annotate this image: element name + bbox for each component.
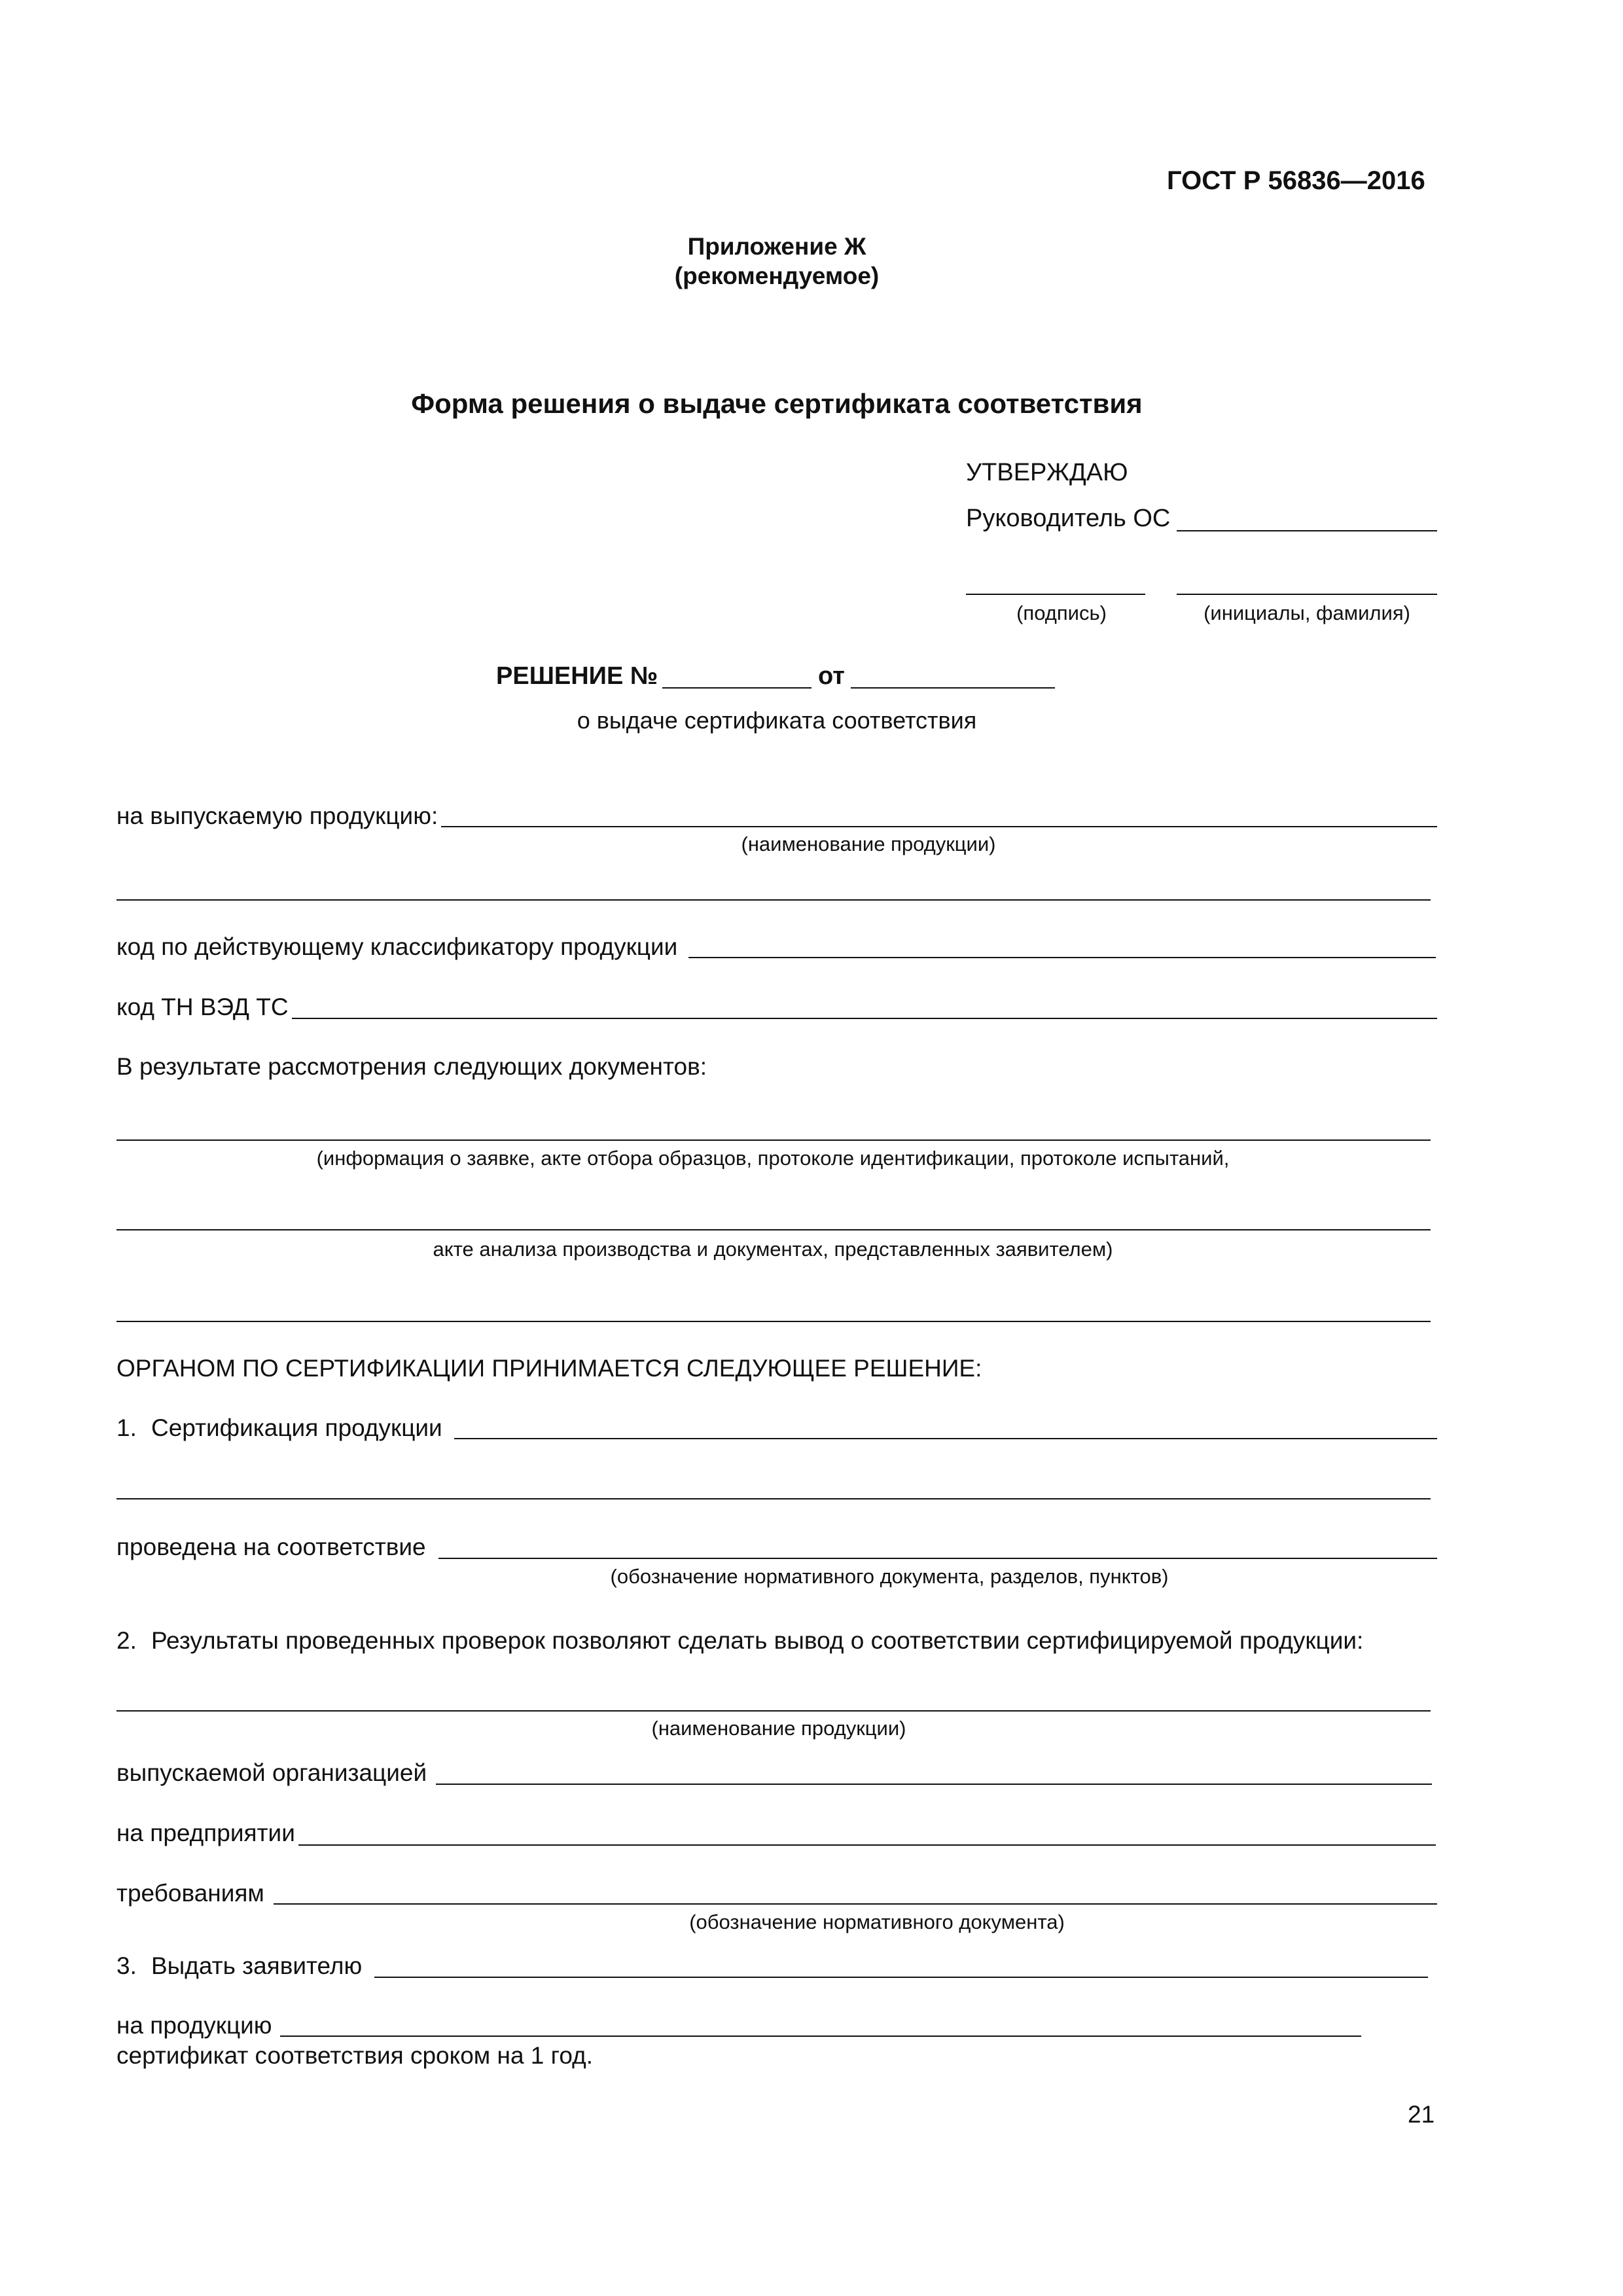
documents-line-3[interactable] xyxy=(116,1321,1431,1322)
item3-text: Выдать заявителю xyxy=(151,1952,363,1979)
name-caption: (инициалы, фамилия) xyxy=(1204,601,1410,624)
resolution-heading: ОРГАНОМ ПО СЕРТИФИКАЦИИ ПРИНИМАЕТСЯ СЛЕДУЮЩЕЕ РЕШЕНИЕ: xyxy=(116,1355,982,1382)
product-label: на выпускаемую продукцию: xyxy=(116,802,438,829)
classifier-label: код по действующему классификатору продукции xyxy=(116,933,678,960)
approval-label: УТВЕРЖДАЮ xyxy=(966,459,1128,486)
tnved-line[interactable] xyxy=(292,1018,1437,1019)
tnved-label: код ТН ВЭД ТС xyxy=(116,994,289,1020)
item1-line-2[interactable] xyxy=(116,1498,1431,1499)
requirements-label: требованиям xyxy=(116,1880,264,1907)
item2-caption: (наименование продукции) xyxy=(651,1717,906,1740)
decision-number-label: РЕШЕНИЕ № xyxy=(496,662,658,690)
item2-line[interactable] xyxy=(116,1710,1431,1712)
item3-product-line[interactable] xyxy=(280,2036,1361,2037)
item1-number: 1. xyxy=(116,1414,137,1441)
form-title: Форма решения о выдаче сертификата соответствия xyxy=(411,388,1143,419)
standard-number: ГОСТ Р 56836—2016 xyxy=(1167,166,1425,195)
signature-line[interactable] xyxy=(966,594,1145,595)
enterprise-line[interactable] xyxy=(298,1844,1436,1846)
decision-number-line[interactable] xyxy=(662,687,812,689)
conducted-label: проведена на соответствие xyxy=(116,1534,426,1560)
product-line-2[interactable] xyxy=(116,899,1431,901)
signature-caption: (подпись) xyxy=(1016,601,1107,624)
organization-label: выпускаемой организацией xyxy=(116,1759,427,1786)
decision-date-label: от xyxy=(818,662,845,690)
item3-line[interactable] xyxy=(374,1977,1428,1978)
validity-text: сертификат соответствия сроком на 1 год. xyxy=(116,2042,593,2069)
decision-subtitle: о выдаче сертификата соответствия xyxy=(577,707,977,734)
item1-text: Сертификация продукции xyxy=(151,1414,442,1441)
item1-line[interactable] xyxy=(454,1438,1437,1439)
annex-status: (рекомендуемое) xyxy=(674,262,880,289)
documents-caption-2: акте анализа производства и документах, представленных заявителем) xyxy=(433,1238,1113,1261)
documents-caption-1: (информация о заявке, акте отбора образцов, протоколе идентификации, протоколе испытаний, xyxy=(316,1147,1230,1170)
decision-date-line[interactable] xyxy=(851,687,1055,689)
documents-line-2[interactable] xyxy=(116,1229,1431,1230)
enterprise-label: на предприятии xyxy=(116,1820,295,1846)
product-line[interactable] xyxy=(441,826,1437,827)
conducted-line[interactable] xyxy=(438,1558,1437,1559)
classifier-line[interactable] xyxy=(688,957,1436,958)
item3-product-label: на продукцию xyxy=(116,2012,272,2039)
annex-title: Приложение Ж xyxy=(687,233,866,260)
organization-line[interactable] xyxy=(436,1784,1432,1785)
product-caption: (наименование продукции) xyxy=(741,833,996,855)
requirements-line[interactable] xyxy=(274,1903,1437,1905)
documents-line-1[interactable] xyxy=(116,1139,1431,1141)
head-label: Руководитель ОС xyxy=(966,505,1171,532)
requirements-caption: (обозначение нормативного документа) xyxy=(689,1910,1065,1933)
item2-number: 2. xyxy=(116,1627,137,1654)
head-line[interactable] xyxy=(1177,530,1437,531)
item2-text: Результаты проведенных проверок позволяют сделать вывод о соответствии сертифицируемой продукции: xyxy=(151,1627,1364,1654)
conducted-caption: (обозначение нормативного документа, разделов, пунктов) xyxy=(610,1565,1169,1588)
name-line[interactable] xyxy=(1177,594,1437,595)
page-number: 21 xyxy=(1408,2101,1435,2128)
item3-number: 3. xyxy=(116,1952,137,1979)
documents-intro: В результате рассмотрения следующих документов: xyxy=(116,1053,707,1080)
